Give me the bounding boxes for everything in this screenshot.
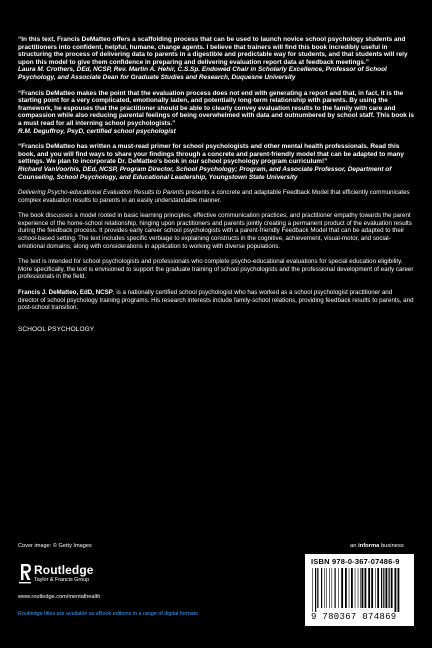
endorsement-quote-1	[18, 36, 414, 82]
informa-word: informa	[358, 543, 380, 549]
barcode-box	[305, 554, 414, 626]
description-paragraph-2: The book discusses a model rooted in basic learning principles, effective communication practices, and practitioner empathy towards the parent experience of the home-school relationship, hinging upon practitioners and parents jointly creating a permanent product of the evaluation results during the feedback process. It provides early career school psychologists with a parent-friendly Feedback Model that can be adapted to their school-based setting. The text includes specific verbiage to explaining constructs in the cognitive, achievement, visual-motor, and social-emotional domains, along with considerations in application to working with diverse populations.	[18, 212, 412, 250]
barcode-number: 9 780367 074869	[311, 612, 397, 622]
quote-text: “Francis DeMatteo makes the point that the evaluation process does not end with generating a report and that, in fact, it is the starting point for a very complicated, emotionally laden, and potentially long-term relationship with parents. By using the framework, he espouses that the practitioner should be able to clearly convey evaluation results to the family with care and compassion while also reducing parental feelings of being overwhelmed with data and outnumbered by school staff. This book is a must read for all interning school psychologists.”	[18, 89, 414, 127]
back-cover-content	[18, 36, 414, 333]
endorsement-quote-2	[18, 90, 414, 136]
routledge-mark-icon	[18, 562, 32, 586]
quote-attribution: R.M. Deguffroy, PsyD, certified school psychologist	[18, 127, 176, 135]
author-bio	[18, 289, 414, 312]
subject-category: SCHOOL PSYCHOLOGY	[18, 325, 95, 333]
author-bio-text: , is a nationally certified school psychologist who has worked as a school psychologist practitioner and director of school psychology training programs. His research interests include family-school relations, providing feedback results to parents, and post-school transition.	[18, 289, 414, 312]
publisher-subtitle: Taylor & Francis Group	[34, 577, 90, 583]
quote-attribution: Laura M. Crothers, DEd, NCSP, Rev. Martin A. Hehir, C.S.Sp. Endowed Chair in Scholarly Excellence, Professor of School Psychology, and Associate Dean for Graduate Studies and Research, Duquesne University	[18, 66, 387, 81]
description-intro	[18, 189, 414, 204]
cover-image-credit: Cover image: © Getty Images	[18, 543, 92, 549]
isbn-label: ISBN 978-0-367-07486-9	[311, 557, 400, 566]
author-name: Francis J. DeMatteo, EdD, NCSP	[18, 289, 113, 297]
endorsement-quote-3	[18, 143, 414, 181]
book-title-italic: Delivering Psycho-educational Evaluation Results to Parents	[18, 189, 185, 197]
quote-text: “Francis DeMatteo has written a must-read primer for school psychologists and other mental health professionals. Read this book, and you will find ways to share your findings through a concrete and parent-friendly model that can be adapted to many settings. We plan to incorporate Dr. DeMatteo’s book in our school psychology program curriculum!”	[18, 143, 404, 166]
publisher-name: Routledge	[34, 563, 94, 577]
intro-text: presents a concrete and adaptable Feedback Model that efficiently communicates complex evaluation results to parents in an easily understandable manner.	[18, 189, 410, 204]
ebook-note: Routledge titles are available as eBook editions in a range of digital formats	[18, 611, 198, 617]
informa-business-label: an informa business	[350, 543, 404, 549]
quote-text: “In this text, Francis DeMatteo offers a scaffolding process that can be used to launch novice school psychology students and practitioners into confident, helpful, humane, change agents. I believe that trainers will find this book incredibly useful in structuring the process of delivering data to parents in a digestible and predictable way for students, and that students will rely upon this model to give them confidence in preparing and delivering evaluation report data at feedback meetings.”	[18, 36, 408, 66]
barcode-icon	[311, 568, 408, 612]
description-paragraph-3: The text is intended for school psychologists and professionals who complete psycho-educational evaluations for special education eligibility. More specifically, the text is envisioned to support the graduate training of school psychologists and the professional development of early career professionals in the field.	[18, 258, 414, 281]
quote-attribution: Richard VanVoorhis, DEd, NCSP, Program Director, School Psychology; Program, and Associate Professor, Department of Counseling, School Psychology, and Educational Leadership, Youngstown State University	[18, 165, 392, 181]
publisher-website[interactable]: www.routledge.com/mentalhealth	[18, 594, 101, 600]
